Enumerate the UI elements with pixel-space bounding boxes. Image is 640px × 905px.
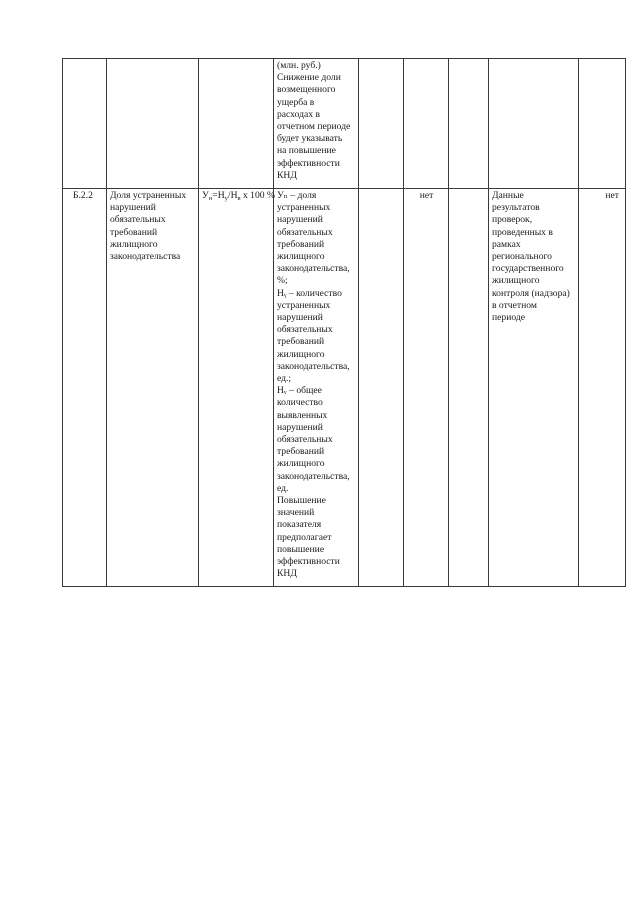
indicator-formula — [199, 189, 274, 587]
text-line: требований — [110, 226, 158, 238]
text-line: выявленных — [277, 409, 328, 421]
text-line: обязательных — [277, 324, 333, 336]
text-line: %; — [277, 275, 288, 287]
text-line: регионального — [492, 251, 552, 263]
text-line: в отчетном — [492, 299, 537, 311]
text-line: отчетном периоде — [277, 121, 351, 133]
table-cell — [579, 59, 626, 189]
text-line: обязательных — [277, 226, 333, 238]
table-cell — [449, 59, 489, 189]
indicator-flag — [579, 189, 626, 587]
indicator-flag: нет — [404, 189, 449, 587]
text-line: значений — [277, 507, 315, 519]
text-line: жилищного — [277, 348, 325, 360]
text-line: ед.; — [277, 373, 292, 385]
text-line: обязательных — [277, 434, 333, 446]
table-cell — [359, 189, 404, 587]
text-line: эффективности — [277, 556, 340, 568]
table-row — [63, 59, 626, 189]
indicator-data-source — [489, 189, 579, 587]
text-line: контроля (надзора) — [492, 287, 570, 299]
text-line: КНД — [277, 169, 297, 181]
text-line: Уₙ – доля — [277, 190, 317, 201]
text-line: нарушений — [110, 202, 156, 214]
text-line: устраненных — [277, 202, 331, 214]
text-line: предполагает — [277, 531, 332, 543]
text-line: показателя — [277, 519, 322, 531]
text-line: КНД — [277, 568, 297, 580]
text-line: нарушений — [277, 214, 323, 226]
text-line: проверок, — [492, 214, 533, 226]
text-line: количество — [277, 397, 323, 409]
text-line: устраненных — [277, 299, 331, 311]
text-line: жилищного — [110, 238, 158, 250]
text-line: требований — [277, 238, 325, 250]
text-line: требований — [277, 446, 325, 458]
table-row — [63, 189, 626, 587]
text-line: нарушений — [277, 312, 323, 324]
text-line: жилищного — [277, 251, 325, 263]
text-line: возмещенного — [277, 84, 336, 96]
formula-text: $У_н=Н_у/Н_в$ x 100 % — [202, 190, 275, 202]
text-line: Нᵧ – количество — [277, 287, 342, 299]
text-line: законодательства — [110, 251, 181, 263]
text-line: Доля устраненных — [110, 190, 187, 201]
text-line: нет — [605, 190, 619, 201]
text-line: законодательства, — [277, 263, 350, 275]
indicator-name — [107, 189, 199, 587]
indicators-table — [62, 58, 626, 587]
table-cell — [449, 189, 489, 587]
table-cell — [404, 59, 449, 189]
text-line: Данные — [492, 190, 524, 201]
table-cell — [489, 59, 579, 189]
text-line: Нᵥ – общее — [277, 385, 322, 397]
text-line: эффективности — [277, 157, 340, 169]
text-line: ущерба в — [277, 96, 315, 108]
text-line: государственного — [492, 263, 564, 275]
text-line: законодательства, — [277, 360, 350, 372]
text-line: рамках — [492, 238, 521, 250]
text-line: обязательных — [110, 214, 166, 226]
text-line: результатов — [492, 202, 540, 214]
table-cell — [199, 59, 274, 189]
indicator-code: Б.2.2 — [63, 189, 107, 587]
text-line: Снижение доли — [277, 72, 341, 84]
table-cell — [107, 59, 199, 189]
text-line: расходах в — [277, 108, 321, 120]
text-line: жилищного — [492, 275, 540, 287]
text-line: на повышение — [277, 145, 336, 157]
text-line: требований — [277, 336, 325, 348]
text-line: Повышение — [277, 495, 326, 507]
text-line: законодательства, — [277, 470, 350, 482]
text-line: будет указывать — [277, 133, 343, 145]
table-cell — [359, 59, 404, 189]
table-cell — [63, 59, 107, 189]
text-line: периоде — [492, 312, 525, 324]
text-line: (млн. руб.) — [277, 60, 321, 71]
text-line: нарушений — [277, 421, 323, 433]
text-line: ед. — [277, 482, 289, 494]
text-line: проведенных в — [492, 226, 553, 238]
indicator-description — [274, 59, 359, 189]
text-line: повышение — [277, 543, 325, 555]
indicator-description — [274, 189, 359, 587]
text-line: жилищного — [277, 458, 325, 470]
